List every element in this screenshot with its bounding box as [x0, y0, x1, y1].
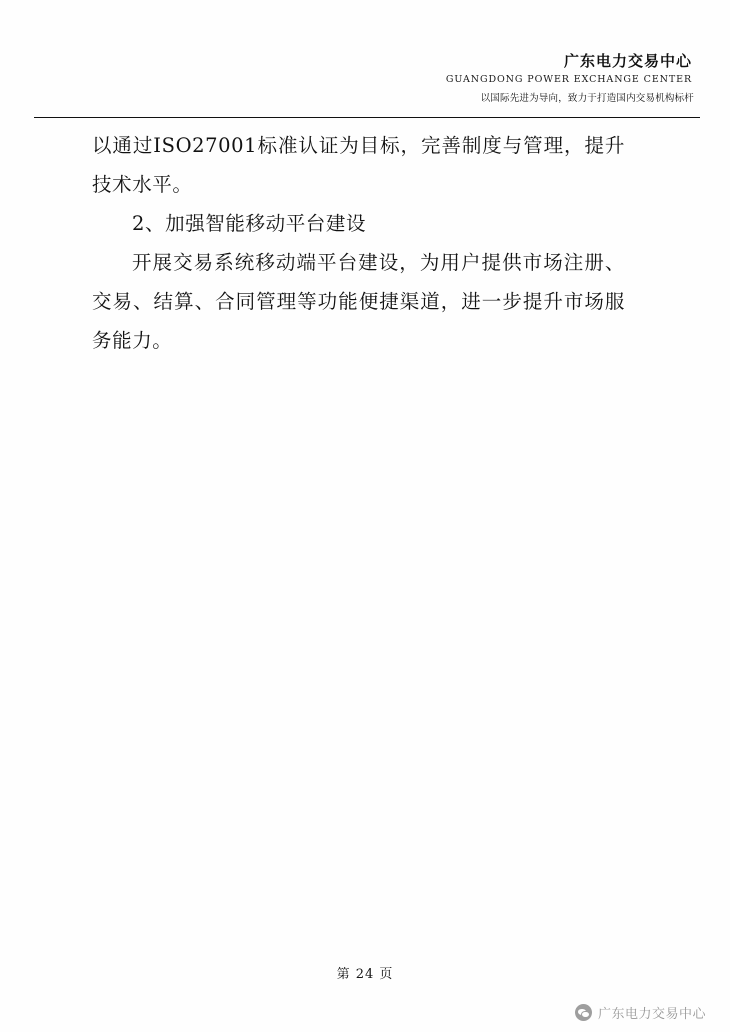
- paragraph-mobile-platform: 开展交易系统移动端平台建设，为用户提供市场注册、交易、结算、合同管理等功能便捷渠道，进一步提升市场服务能力。: [92, 251, 625, 352]
- organization-name-en: GUANGDONG POWER EXCHANGE CENTER: [445, 74, 692, 85]
- organization-slogan: 以国际先进为导向，致力于打造国内交易机构标杆: [480, 93, 694, 104]
- document-body: [92, 126, 625, 360]
- paragraph-heading-item-2: 2、加强智能移动平台建设: [132, 212, 367, 235]
- wechat-account-name: 广东电力交易中心: [597, 1007, 706, 1022]
- header-divider: [34, 117, 700, 118]
- page-number: 第 24 页: [336, 967, 394, 982]
- wechat-icon: [575, 1004, 592, 1021]
- organization-name-cn: 广东电力交易中心: [563, 52, 692, 70]
- document-header: [366, 52, 696, 104]
- paragraph-continuation: 以通过ISO27001标准认证为目标，完善制度与管理，提升技术水平。: [92, 134, 625, 196]
- wechat-watermark: [575, 1003, 706, 1022]
